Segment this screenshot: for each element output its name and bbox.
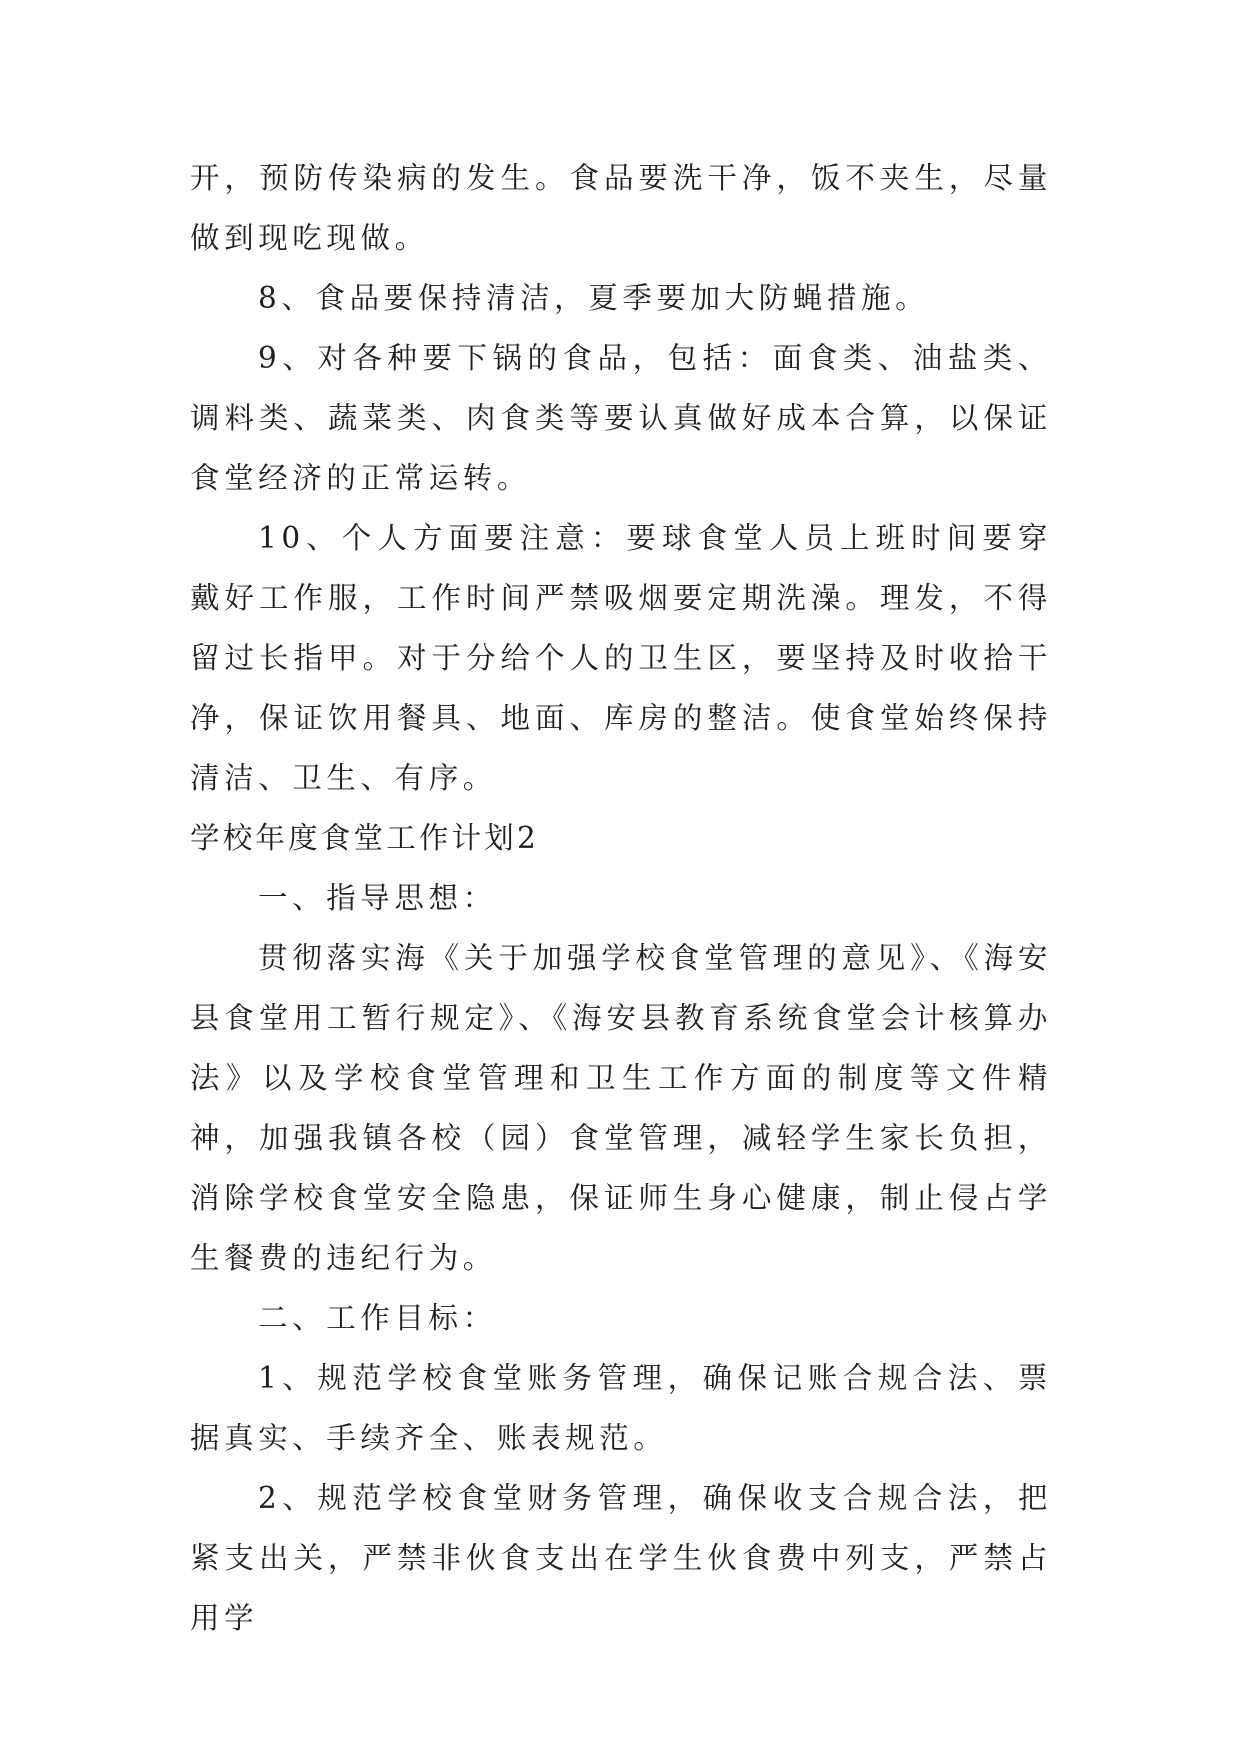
section-heading: 学校年度食堂工作计划2 bbox=[190, 821, 539, 855]
subheading-work-goals: 二、工作目标： bbox=[258, 1301, 497, 1335]
paragraph-continuation: 开，预防传染病的发生。食品要洗干净，饭不夹生，尽量做到现吃现做。 bbox=[190, 161, 1052, 255]
paragraph-item-10: 10、个人方面要注意：要球食堂人员上班时间要穿戴好工作服，工作时间严禁吸烟要定期洗澡。理发，不得留过长指甲。对于分给个人的卫生区，要坚持及时收拾干净，保证饮用餐具、地面、库房的整洁。使食堂始终保持清洁、卫生、有序。 bbox=[190, 521, 1052, 795]
paragraph-goal-2: 2、规范学校食堂财务管理，确保收支合规合法，把紧支出关，严禁非伙食支出在学生伙食费中列支，严禁占用学 bbox=[190, 1481, 1052, 1635]
paragraph-guiding-ideology: 贯彻落实海《关于加强学校食堂管理的意见》、《海安县食堂用工暂行规定》、《海安县教育系统食堂会计核算办法》以及学校食堂管理和卫生工作方面的制度等文件精神，加强我镇各校（园）食堂管理，减轻学生家长负担，消除学校食堂安全隐患，保证师生身心健康，制止侵占学生餐费的违纪行为。 bbox=[190, 941, 1052, 1275]
paragraph-item-9: 9、对各种要下锅的食品，包括：面食类、油盐类、调料类、蔬菜类、肉食类等要认真做好成本合算，以保证食堂经济的正常运转。 bbox=[190, 341, 1052, 495]
paragraph-item-8: 8、食品要保持清洁，夏季要加大防蝇措施。 bbox=[258, 281, 930, 315]
document-body bbox=[190, 148, 1052, 1648]
subheading-guiding-ideology: 一、指导思想： bbox=[258, 881, 497, 915]
paragraph-goal-1: 1、规范学校食堂账务管理，确保记账合规合法、票据真实、手续齐全、账表规范。 bbox=[190, 1361, 1052, 1455]
